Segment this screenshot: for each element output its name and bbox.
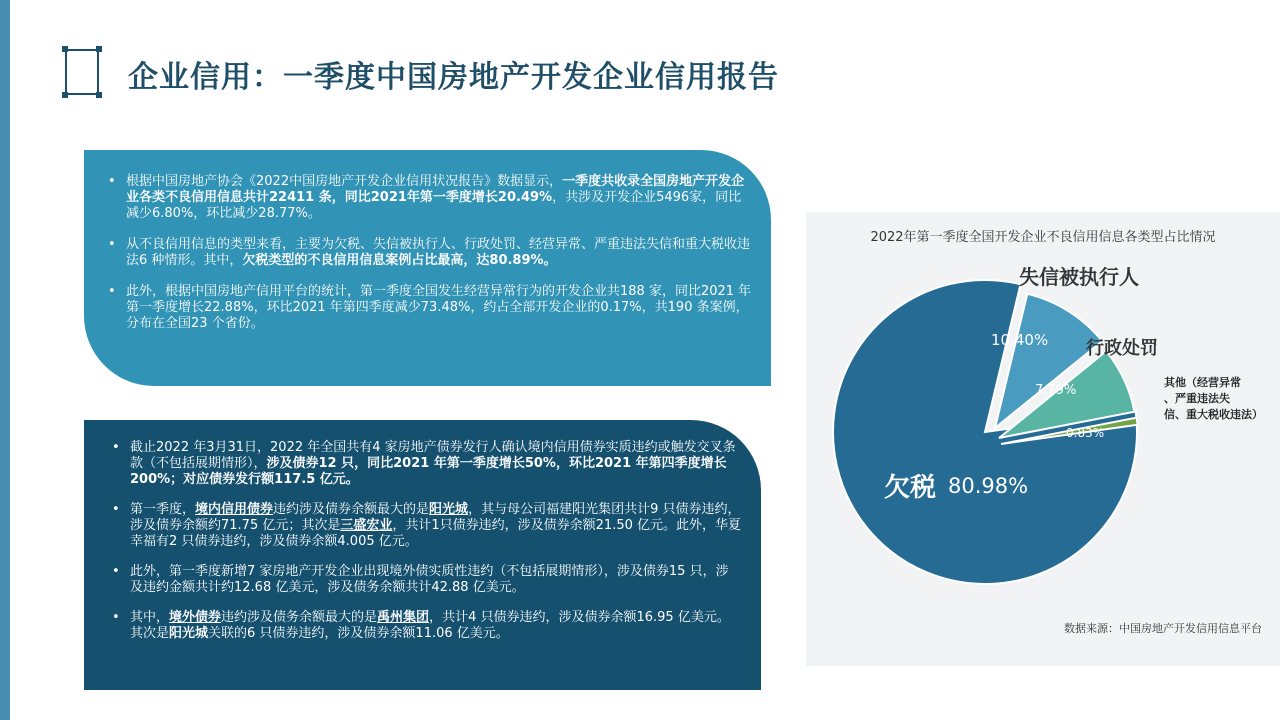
text-segment: 境内信用债券 bbox=[195, 502, 274, 517]
text-segment: 三盛宏业 bbox=[340, 518, 393, 533]
text-segment: 一季度共收录全国房地产开发企业各类不良信用信息共计22411 条，同比2021年第一季度增长20.49% bbox=[126, 174, 745, 205]
box1-bullet bbox=[106, 174, 753, 222]
text-segment: 关联的6 只债券违约，涉及债券余额11.06 亿美元。 bbox=[208, 626, 509, 641]
pie-chart bbox=[806, 212, 1280, 666]
text-segment: 涉及债券12 只，同比2021 年第一季度增长50%，环比2021 年第四季度增长200%；对应债券发行额117.5 亿元。 bbox=[130, 456, 727, 487]
text-segment: 境外债券 bbox=[169, 610, 222, 625]
text-segment: 从不良信用信息的类型来看，主要为欠税、失信被执行人、行政处罚、经营异常、严重违法失信和重大税收违法6 种情形。其中， bbox=[126, 237, 751, 268]
slice-name-label: 其他（经营异常 bbox=[1164, 376, 1241, 389]
text-segment: 阳光城 bbox=[429, 502, 469, 517]
text-segment: ，共涉及开发企业5496家，同比减少6.80%，环比减少28.77%。 bbox=[126, 190, 742, 221]
left-accent-bar bbox=[0, 0, 10, 720]
text-segment: 欠税类型的不良信用信息案例占比最高，达80.89%。 bbox=[242, 253, 557, 268]
text-segment: 截止2022 年3月31日，2022 年全国共有4 家房地产债券发行人确认境内信用债券实质违约或触发交叉条款（不包括展期情形）， bbox=[130, 440, 736, 471]
text-segment: ，共计1只债券违约，涉及债券余额21.50 亿元。此外，华夏幸福有2 只债券违约，涉及债券余额4.005 亿元。 bbox=[130, 518, 741, 549]
chart-source: 数据来源：中国房地产开发信用信息平台 bbox=[1064, 622, 1262, 635]
text-segment: 其中， bbox=[130, 610, 170, 625]
slice-name-label: 失信被执行人 bbox=[1019, 265, 1139, 289]
box2-bullet bbox=[110, 564, 741, 596]
slice-name-label: 欠税 bbox=[884, 473, 937, 503]
text-segment: 阳光城 bbox=[169, 626, 209, 641]
slice-name-label: 行政处罚 bbox=[1086, 338, 1158, 359]
text-segment: 第一季度， bbox=[130, 502, 196, 517]
text-segment: 禹州集团 bbox=[377, 610, 430, 625]
pie-chart-panel bbox=[806, 212, 1280, 666]
title-bracket-icon bbox=[62, 46, 102, 98]
text-segment: 此外，根据中国房地产信用平台的统计，第一季度全国发生经营异常行为的开发企业共188 家，同比2021 年第一季度增长22.88%，环比2021 年第四季度减少73.48%，约占全部开发企业的0.17%，共190 条案例，分布在全国23 个省份。 bbox=[126, 284, 752, 331]
bond-default-bullet-list bbox=[110, 440, 741, 642]
page-title: 企业信用：一季度中国房地产开发企业信用报告 bbox=[128, 60, 779, 95]
slice-name-label: 、严重违法失 bbox=[1164, 392, 1230, 405]
bond-default-summary-box bbox=[84, 420, 761, 690]
slice-value-label: 80.98% bbox=[948, 474, 1029, 498]
text-segment: 违约涉及债务余额最大的是 bbox=[221, 610, 378, 625]
text-segment: 此外，第一季度新增7 家房地产开发企业出现境外债实质性违约（不包括展期情形），涉及债券15 只，涉及违约金额共计约12.68 亿美元，涉及债务余额共计42.88 亿美元。 bbox=[130, 564, 729, 595]
chart-title: 2022年第一季度全国开发企业不良信用信息各类型占比情况 bbox=[870, 230, 1216, 245]
credit-info-summary-box bbox=[84, 150, 771, 386]
slice-value-label: 0.83% bbox=[1066, 426, 1105, 440]
box2-bullet bbox=[110, 610, 741, 642]
box1-bullet bbox=[106, 237, 753, 269]
box1-bullet bbox=[106, 284, 753, 332]
box2-bullet bbox=[110, 502, 741, 550]
text-segment: 违约涉及债券余额最大的是 bbox=[273, 502, 430, 517]
slice-value-label: 10.40% bbox=[991, 331, 1049, 349]
credit-info-bullet-list bbox=[106, 174, 753, 332]
text-segment: 根据中国房地产协会《2022中国房地产开发企业信用状况报告》数据显示， bbox=[126, 174, 563, 189]
text-segment: ，共计4 只债券违约，涉及债券余额16.95 亿美元。其次是 bbox=[130, 610, 730, 641]
slice-value-label: 7.79% bbox=[1035, 383, 1077, 398]
box2-bullet bbox=[110, 440, 741, 488]
slice-name-label: 信、重大税收违法） bbox=[1164, 408, 1263, 421]
text-segment: ，其与母公司福建阳光集团共计9 只债券违约，涉及债券余额约71.75 亿元；其次是 bbox=[130, 502, 741, 533]
